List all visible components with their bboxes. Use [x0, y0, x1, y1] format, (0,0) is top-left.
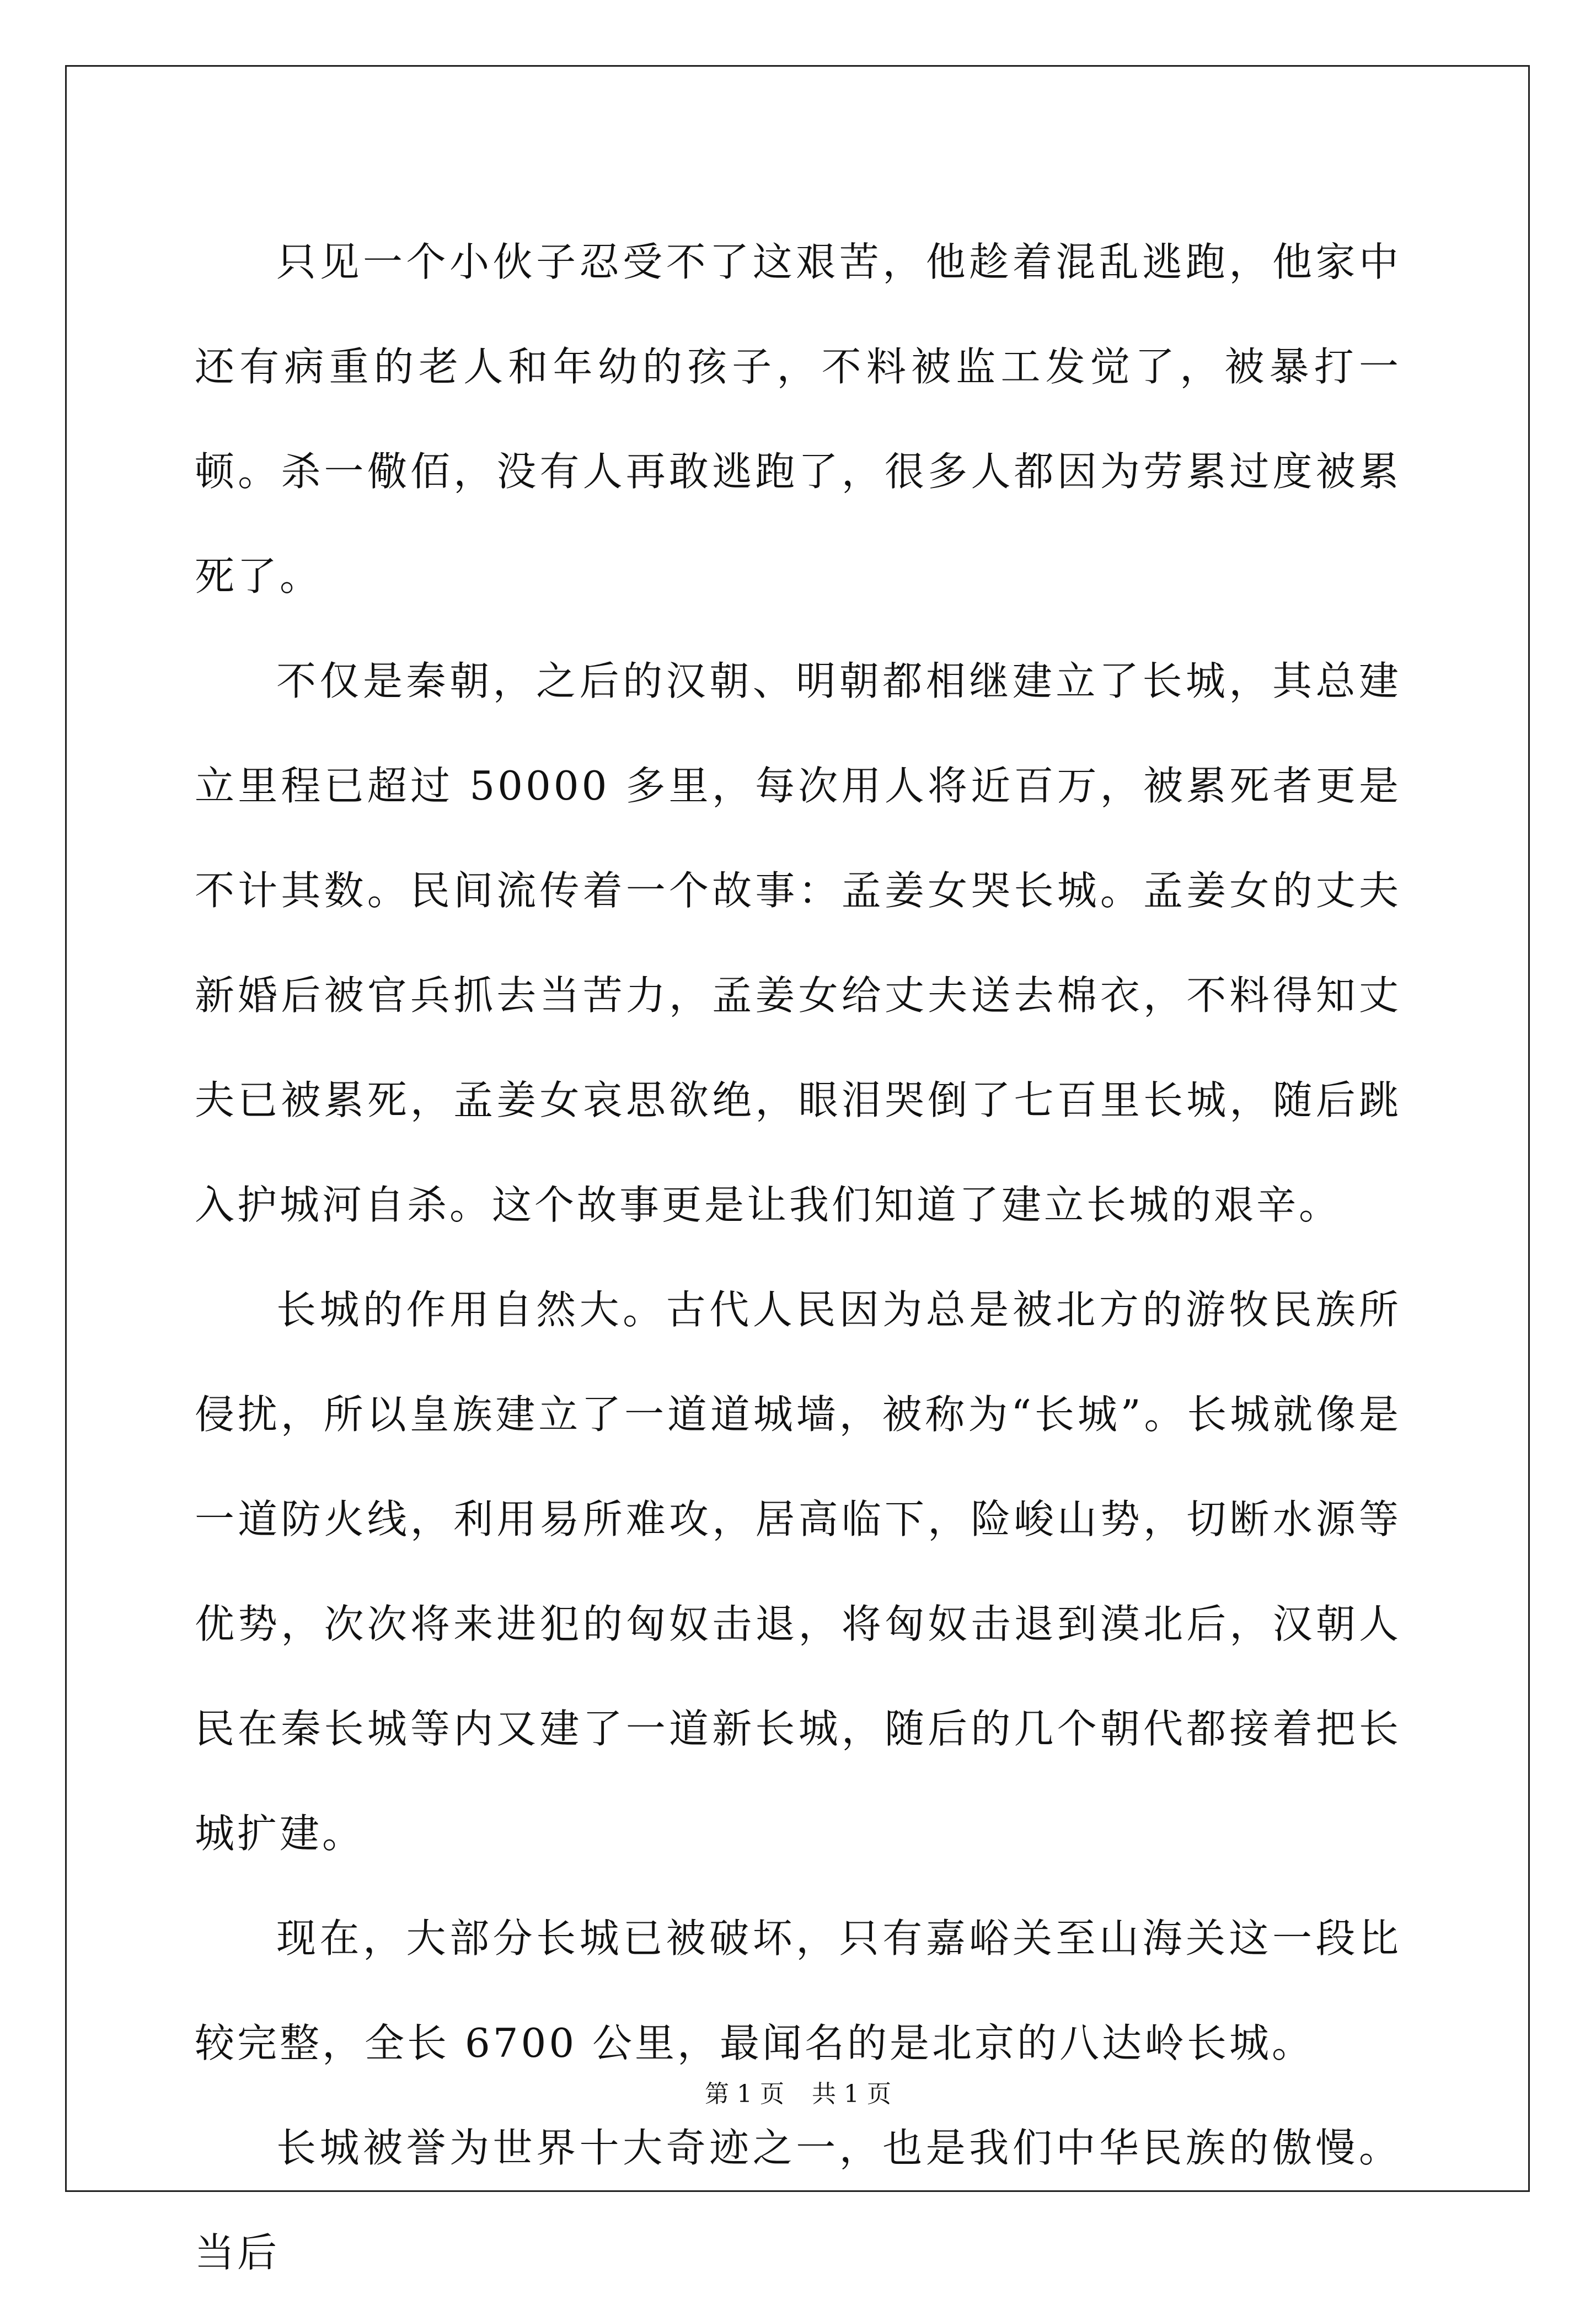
page-footer	[0, 2078, 1596, 2111]
paragraph-2: 不仅是秦朝，之后的汉朝、明朝都相继建立了长城，其总建立里程已超过 50000 多里，每次用人将近百万，被累死者更是不计其数。民间流传着一个故事：孟姜女哭长城。孟姜女的丈夫新婚后被官兵抓去当苦力，孟姜女给丈夫送去棉衣，不料得知丈夫已被累死，孟姜女哀思欲绝，眼泪哭倒了七百里长城，随后跳入护城河自杀。这个故事更是让我们知道了建立长城的艰辛。	[195, 658, 1401, 1228]
paragraph-1: 只见一个小伙子忍受不了这艰苦，他趁着混乱逃跑，他家中还有病重的老人和年幼的孩子，不料被监工发觉了，被暴打一顿。杀一儆佰，没有人再敢逃跑了，很多人都因为劳累过度被累死了。	[195, 239, 1401, 599]
document-body	[195, 210, 1401, 2305]
paragraph-3: 长城的作用自然大。古代人民因为总是被北方的游牧民族所侵扰，所以皇族建立了一道道城墙，被称为“长城”。长城就像是一道防火线，利用易所难攻，居高临下，险峻山势，切断水源等优势，次次将来进犯的匈奴击退，将匈奴击退到漠北后，汉朝人民在秦长城等内又建了一道新长城，随后的几个朝代都接着把长城扩建。	[195, 1286, 1401, 1857]
page-number-current: 第 1 页	[705, 2080, 784, 2108]
paragraph-4: 现在，大部分长城已被破坏，只有嘉峪关至山海关这一段比较完整，全长 6700 公里，最闻名的是北京的八达岭长城。	[195, 1915, 1401, 2066]
page-number-total: 共 1 页	[812, 2080, 891, 2108]
paragraph-5: 长城被誉为世界十大奇迹之一，也是我们中华民族的傲慢。当后	[195, 2125, 1401, 2276]
